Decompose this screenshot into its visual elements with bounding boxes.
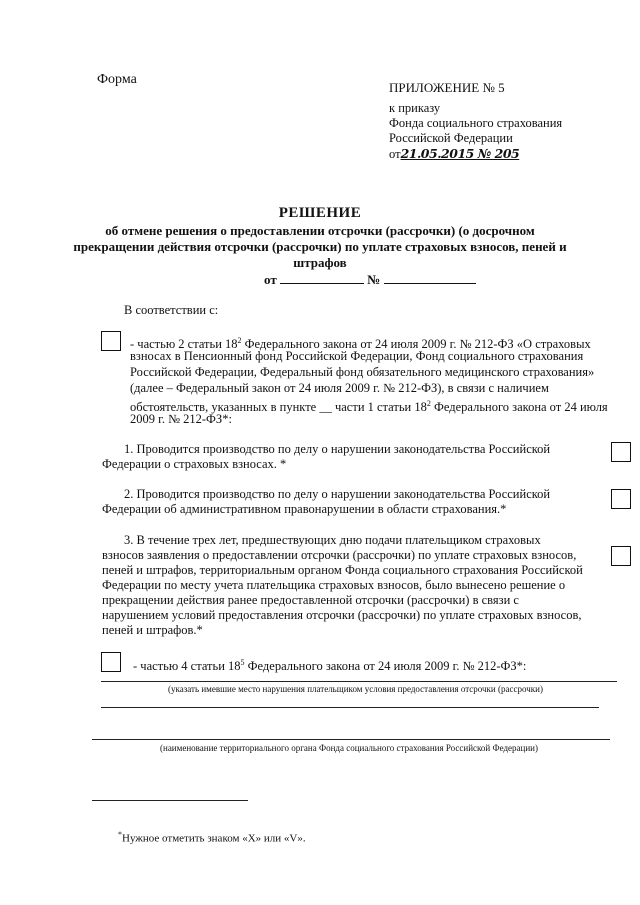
violations-caption: (указать имевшие место нарушения плательщиком условия предоставления отсрочки (рассрочки): [168, 684, 543, 694]
opt1-line-5a: обстоятельств, указанных в пункте __ части 1 статьи 18: [130, 400, 427, 415]
opt2-text-b: Федерального закона от 24 июля 2009 г. № 212-ФЗ*:: [244, 659, 527, 674]
title-line-2: прекращении действия отсрочки (рассрочки) по уплате страховых взносов, пеней и: [73, 239, 567, 254]
checkbox-item-1[interactable]: [611, 442, 631, 462]
document-title: РЕШЕНИЕ: [278, 205, 362, 221]
opt1-line-4: (далее – Федеральный закон от 24 июля 2009 г. № 212-ФЗ), в связи с наличием: [130, 381, 549, 395]
opt1-sup: 2: [237, 336, 242, 345]
item3-line-3: пеней и штрафов, территориальным органом Фонда социального страхования Российской: [102, 563, 583, 577]
footnote-text: Нужное отметить знаком «X» или «V».: [122, 832, 306, 845]
footnote-marker: *: [118, 830, 122, 839]
checkbox-item-2[interactable]: [611, 489, 631, 509]
title-line-3: штрафов: [293, 255, 347, 270]
order-line-2: Фонда социального страхования: [389, 116, 563, 130]
checkbox-item-3[interactable]: [611, 546, 631, 566]
opt1-sup-2: 2: [426, 399, 431, 408]
order-line-1: к приказу: [389, 101, 441, 115]
opt2-text-a: - частью 4 статьи 18: [133, 659, 241, 674]
item3-line-6: нарушением условий предоставления отсрочки (рассрочки) по уплате страховых взносов,: [102, 608, 582, 622]
order-date-prefix: от: [389, 147, 401, 161]
violations-field-2[interactable]: [101, 707, 599, 708]
opt1-line-5b: Федерального закона от 24 июля: [430, 400, 608, 415]
item2-line-1: 2. Проводится производство по делу о нарушении законодательства Российской: [124, 487, 551, 501]
authority-caption: (наименование территориального органа Фонда социального страхования Российской Федерации): [160, 743, 538, 753]
item3-line-1: 3. В течение трех лет, предшествующих дню подачи плательщиком страховых: [124, 533, 541, 547]
opt1-line-1a: - частью 2 статьи 18: [130, 337, 238, 352]
opt1-line-3: Российской Федерации, Федеральный фонд обязательного медицинского страхования»: [130, 365, 595, 379]
handwritten-order-date: 21.05.2015 № 205: [400, 146, 520, 161]
item3-line-2: взносов заявления о предоставлении отсрочки (рассрочки) по уплате страховых взносов,: [102, 548, 577, 562]
item3-line-7: пеней и штрафов.*: [102, 623, 203, 637]
item3-line-5: прекращении действия ранее предоставленной отсрочки (рассрочки) в связи с: [102, 593, 519, 607]
opt2-sup: 5: [240, 658, 245, 667]
appendix-number: ПРИЛОЖЕНИЕ № 5: [389, 80, 505, 95]
item2-line-2: Федерации об административном правонарушении в области страхования.*: [102, 502, 507, 516]
authority-field[interactable]: [92, 739, 610, 740]
opt2-text: [133, 655, 526, 674]
checkbox-part-4[interactable]: [101, 652, 121, 672]
item1-line-2: Федерации о страховых взносах. *: [102, 457, 287, 471]
decision-date-number: [264, 271, 476, 288]
item3-line-4: Федерации по месту учета плательщика страховых взносов, было вынесено решение о: [102, 578, 566, 592]
opt1-line-6: 2009 г. № 212-ФЗ*:: [130, 412, 232, 426]
order-line-3: Российской Федерации: [389, 131, 513, 145]
date-field[interactable]: [280, 271, 364, 284]
number-field[interactable]: [384, 271, 476, 284]
item1-line-1: 1. Проводится производство по делу о нарушении законодательства Российской: [124, 442, 551, 456]
footnote-divider: [92, 800, 248, 801]
opt1-line-1b: Федерального закона от 24 июля 2009 г. № 212-ФЗ «О страховых: [241, 337, 591, 352]
intro-text: В соответствии с:: [124, 303, 219, 317]
form-label: Форма: [97, 72, 137, 87]
violations-field[interactable]: [101, 681, 617, 682]
from-label: от: [264, 272, 277, 287]
title-line-1: об отмене решения о предоставлении отсрочки (рассрочки) (о досрочном: [105, 223, 535, 238]
checkbox-part-2[interactable]: [101, 331, 121, 351]
order-date: [389, 146, 519, 162]
footnote: [118, 830, 306, 845]
number-label: №: [367, 272, 381, 287]
opt1-line-2: взносах в Пенсионный фонд Российской Федерации, Фонд социального страхования: [130, 349, 584, 363]
